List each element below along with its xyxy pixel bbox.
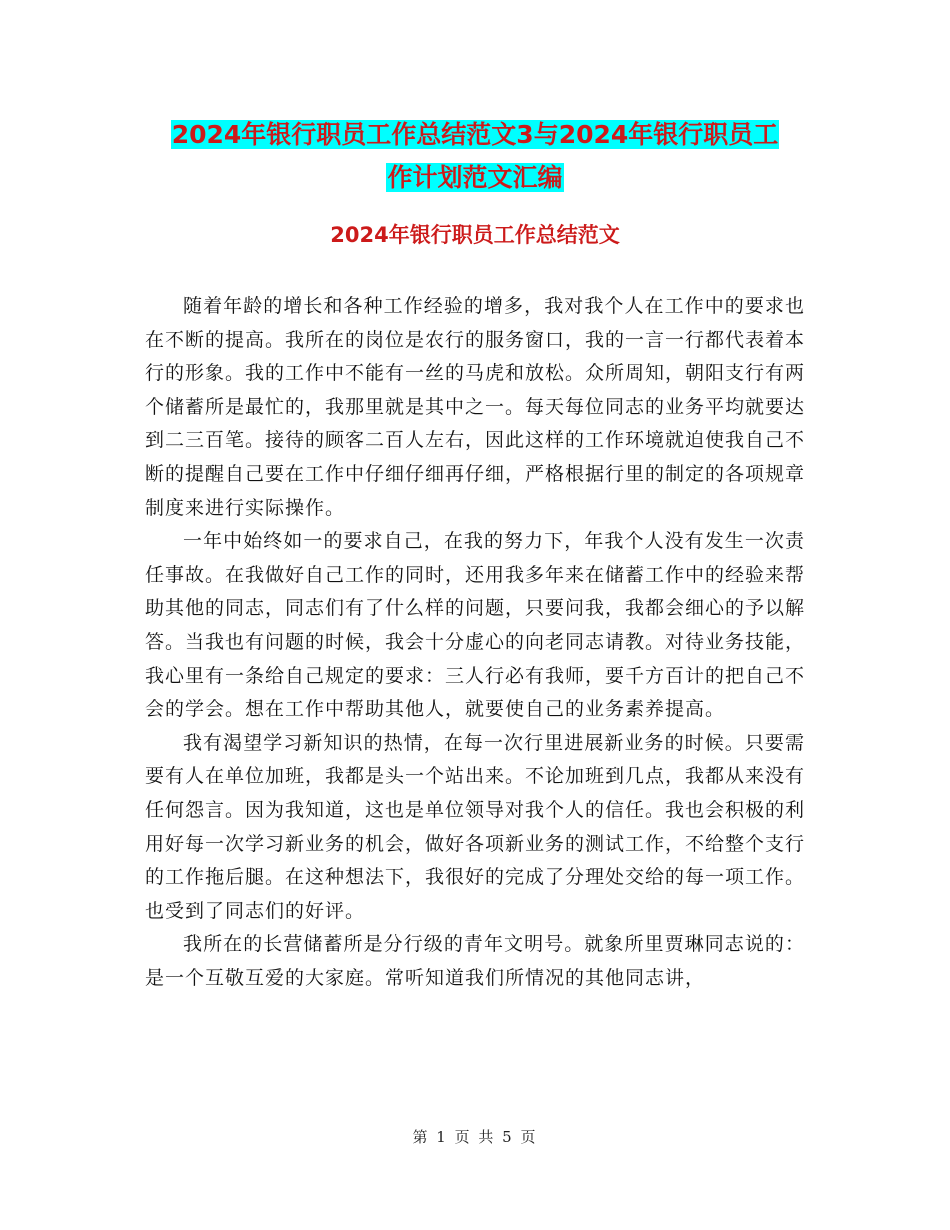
page-number-footer: 第 1 页 共 5 页: [412, 1128, 538, 1146]
title-line-1: 2024年银行职员工作总结范文3与2024年银行职员工: [171, 120, 779, 149]
paragraph: 我有渴望学习新知识的热情，在每一次行里进展新业务的时候。只要需要有人在单位加班，我都是头一个站出来。不论加班到几点，我都从来没有任何怨言。因为我知道，这也是单位领导对我个人的信任。我也会积极的利用好每一次学习新业务的机会，做好各项新业务的测试工作，不给整个支行的工作拖后腿。在这种想法下，我很好的完成了分理处交给的每一项工作。也受到了同志们的好评。: [145, 731, 806, 922]
section-title: 2024年银行职员工作总结范文: [330, 223, 620, 247]
paragraph: 一年中始终如一的要求自己，在我的努力下，年我个人没有发生一次责任事故。在我做好自己工作的同时，还用我多年来在储蓄工作中的经验来帮助其他的同志，同志们有了什么样的问题，只要问我，我都会细心的予以解答。当我也有问题的时候，我会十分虚心的向老同志请教。对待业务技能，我心里有一条给自己规定的要求：三人行必有我师，要千方百计的把自己不会的学会。想在工作中帮助其他人，就要使自己的业务素养提高。: [145, 530, 806, 721]
title-line-2: 作计划范文汇编: [387, 163, 563, 192]
body-text: [145, 290, 805, 995]
document-title: [0, 113, 950, 199]
paragraph: 随着年龄的增长和各种工作经验的增多，我对我个人在工作中的要求也在不断的提高。我所在的岗位是农行的服务窗口，我的一言一行都代表着本行的形象。我的工作中不能有一丝的马虎和放松。众所周知，朝阳支行有两个储蓄所是最忙的，我那里就是其中之一。每天每位同志的业务平均就要达到二三百笔。接待的顾客二百人左右，因此这样的工作环境就迫使我自己不断的提醒自己要在工作中仔细仔细再仔细，严格根据行里的制定的各项规章制度来进行实际操作。: [145, 295, 806, 519]
paragraph: 我所在的长营储蓄所是分行级的青年文明号。就象所里贾琳同志说的：是一个互敬互爱的大家庭。常听知道我们所情况的其他同志讲，: [145, 933, 805, 989]
